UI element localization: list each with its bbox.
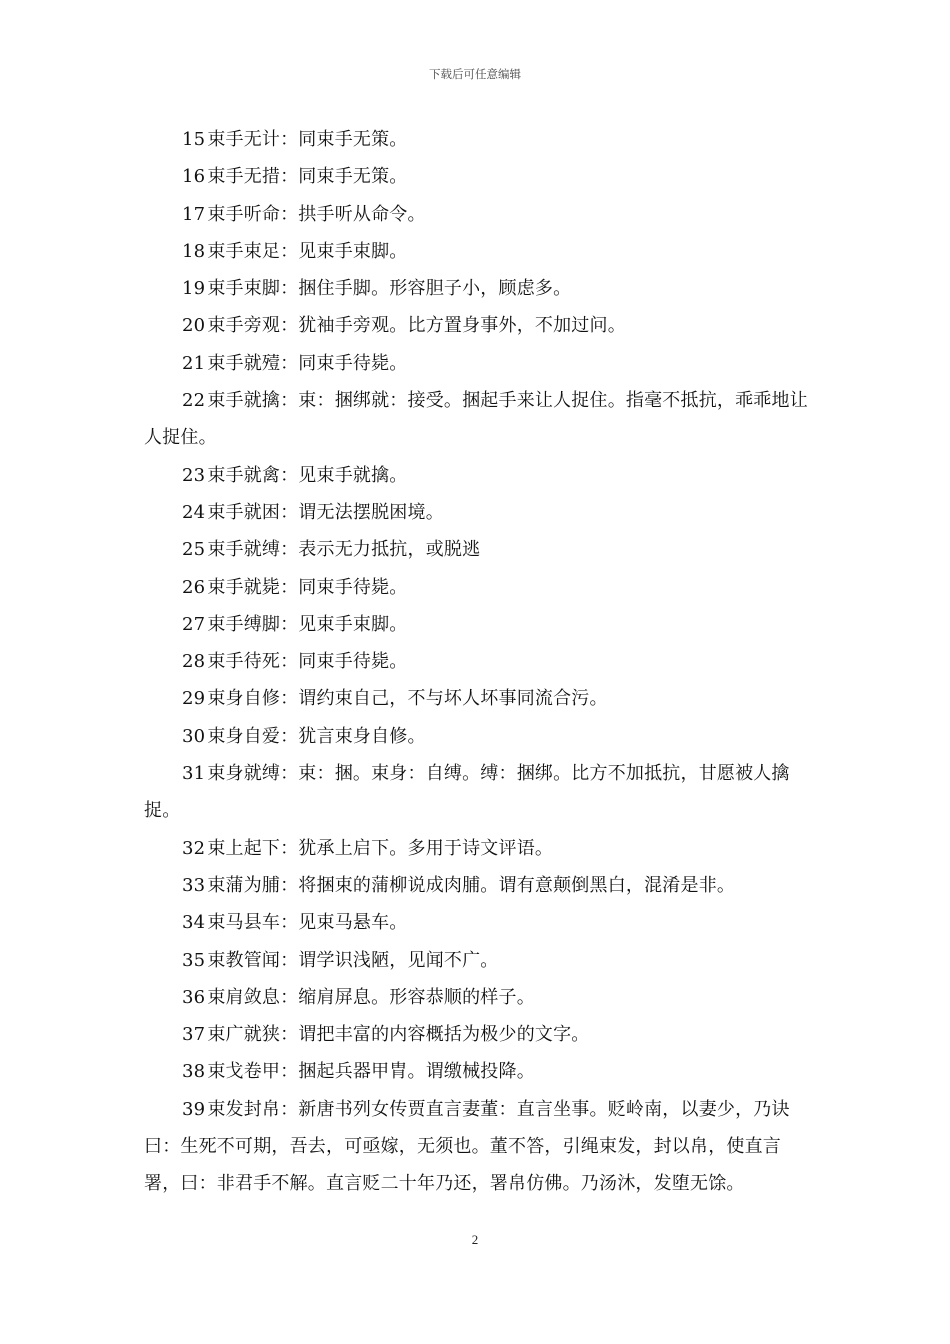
entry-number: 22 [182,390,206,412]
entry-text: 束手就缚：表示无力抵抗，或脱逃 [207,539,481,561]
entry-number: 16 [182,166,206,188]
entry-34 [144,904,812,941]
entry-37 [144,1016,812,1053]
entry-number: 37 [182,1024,206,1046]
entry-text: 束身就缚：束：捆。束身：自缚。缚：捆绑。比方不加抵抗，甘愿被人擒捉。 [144,763,790,822]
entry-16 [144,158,812,195]
entry-21 [144,345,812,382]
entry-24 [144,494,812,531]
entry-number: 32 [182,837,206,859]
entry-number: 39 [182,1098,206,1120]
entry-number: 26 [182,576,206,598]
entry-22 [144,382,812,457]
entry-26 [144,569,812,606]
entry-text: 束手就擒：束：捆绑就：接受。捆起手来让人捉住。指毫不抵抗，乖乖地让人捉住。 [144,390,808,449]
entry-31 [144,755,812,830]
entry-number: 25 [182,539,206,561]
entry-text: 束手待死：同束手待毙。 [207,651,408,673]
entry-38 [144,1053,812,1090]
entry-number: 21 [182,352,206,374]
entry-number: 19 [182,278,206,300]
entry-number: 27 [182,613,206,635]
entry-text: 束戈卷甲：捆起兵器甲胄。谓缴械投降。 [207,1061,535,1083]
entry-25 [144,531,812,568]
entry-text: 束手无措：同束手无策。 [207,166,408,188]
entry-text: 束手旁观：犹袖手旁观。比方置身事外，不加过问。 [207,315,626,337]
entry-number: 17 [182,203,206,225]
entry-text: 束马县车：见束马悬车。 [207,912,408,934]
entry-text: 束手就殪：同束手待毙。 [207,352,408,374]
entry-32 [144,830,812,867]
entry-text: 束手就困：谓无法摆脱困境。 [207,501,444,523]
entry-text: 束手无计：同束手无策。 [207,129,408,150]
entry-number: 15 [182,129,206,150]
entry-text: 束手就禽：见束手就擒。 [207,464,408,486]
entry-39 [144,1091,812,1203]
page-number: 2 [471,1232,479,1247]
entry-35 [144,942,812,979]
entry-17 [144,196,812,233]
entry-27 [144,606,812,643]
entry-text: 束手缚脚：见束手束脚。 [207,613,408,635]
entry-text: 束手束足：见束手束脚。 [207,240,408,262]
entry-36 [144,979,812,1016]
entry-number: 38 [182,1061,206,1083]
entry-number: 30 [182,725,206,747]
entry-text: 束手听命：拱手听从命令。 [207,203,426,225]
entry-text: 束教管闻：谓学识浅陋，见闻不广。 [207,949,499,971]
entry-number: 23 [182,464,206,486]
entry-15 [144,121,812,158]
entry-text: 束肩敛息：缩肩屏息。形容恭顺的样子。 [207,986,535,1008]
document-body [144,121,812,1203]
entry-number: 34 [182,912,206,934]
entry-33 [144,867,812,904]
entry-text: 束发封帛：新唐书列女传贾直言妻董：直言坐事。贬岭南，以妻少，乃诀曰：生死不可期，吾去，可亟嫁，无须也。董不答，引绳束发，封以帛，使直言署，曰：非君手不解。直言贬二十年乃还，署帛仿佛。乃汤沐，发堕无馀。 [144,1098,790,1195]
entry-text: 束蒲为脯：将捆束的蒲柳说成肉脯。谓有意颠倒黑白，混淆是非。 [207,874,736,896]
entry-23 [144,457,812,494]
entry-number: 35 [182,949,206,971]
entry-text: 束广就狭：谓把丰富的内容概括为极少的文字。 [207,1024,590,1046]
entry-number: 28 [182,651,206,673]
entry-number: 24 [182,501,206,523]
entry-number: 33 [182,874,206,896]
entry-number: 29 [182,688,206,710]
entry-19 [144,270,812,307]
entry-20 [144,307,812,344]
entry-number: 36 [182,986,206,1008]
entry-18 [144,233,812,270]
entry-text: 束手就毙：同束手待毙。 [207,576,408,598]
page-header: 下载后可任意编辑 [429,67,521,81]
entry-text: 束身自爱：犹言束身自修。 [207,725,426,747]
entry-number: 31 [182,763,206,785]
entry-30 [144,718,812,755]
entry-number: 18 [182,240,206,262]
entry-29 [144,680,812,717]
entry-text: 束上起下：犹承上启下。多用于诗文评语。 [207,837,554,859]
entry-28 [144,643,812,680]
entry-text: 束手束脚：捆住手脚。形容胆子小，顾虑多。 [207,278,572,300]
entry-number: 20 [182,315,206,337]
entry-text: 束身自修：谓约束自己，不与坏人坏事同流合污。 [207,688,608,710]
